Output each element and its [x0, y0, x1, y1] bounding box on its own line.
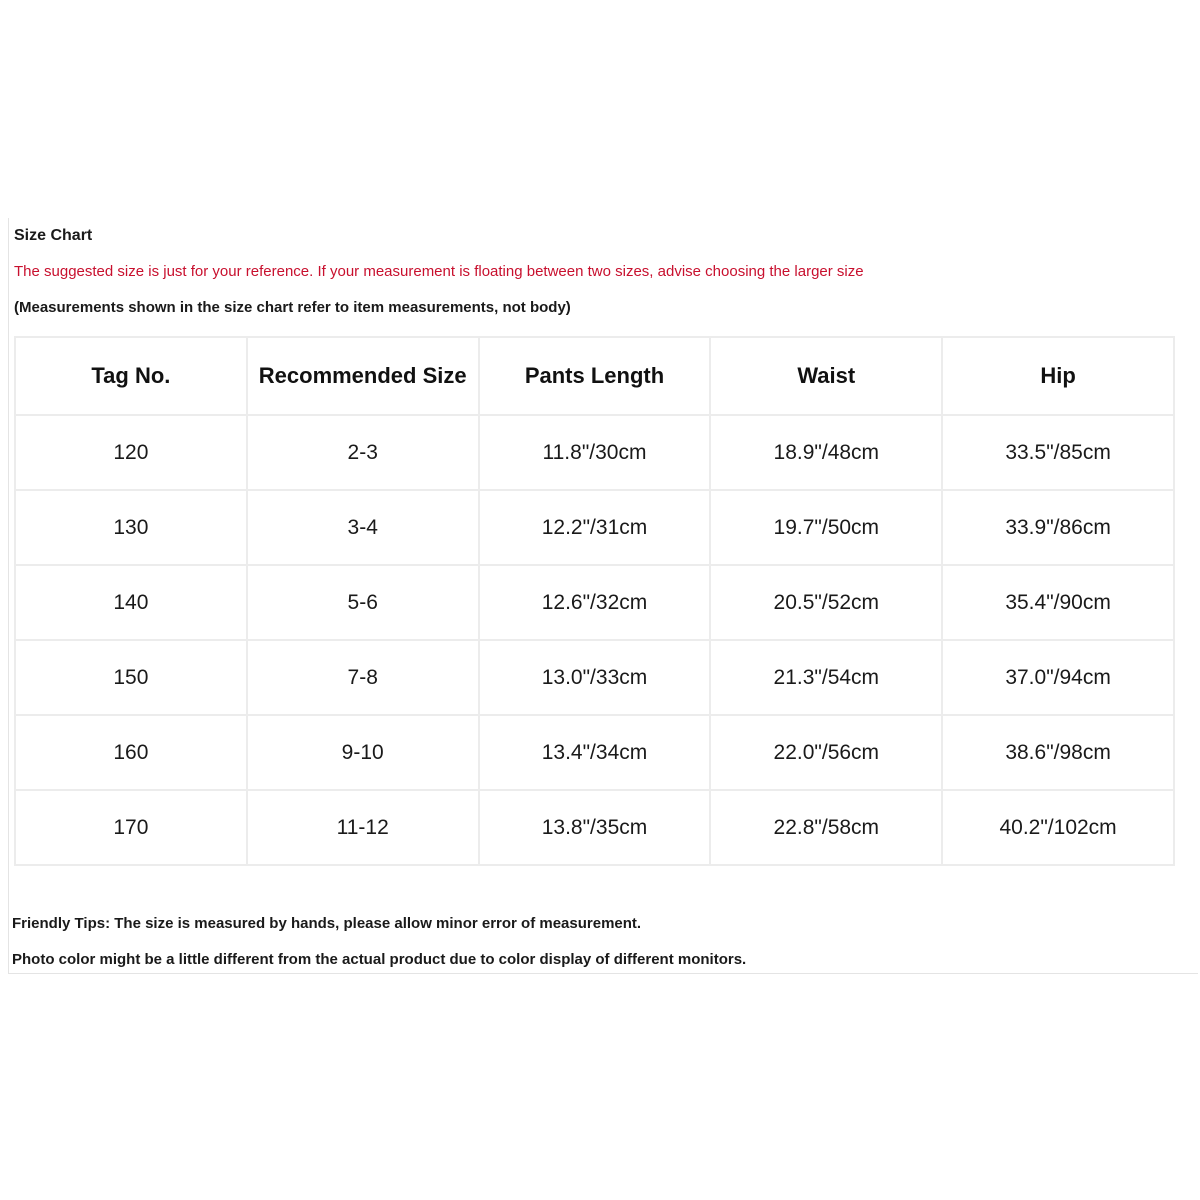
cell-pants-length: 12.2"/31cm: [479, 490, 711, 565]
cell-recommended-size: 3-4: [247, 490, 479, 565]
cell-recommended-size: 2-3: [247, 415, 479, 490]
page-title: Size Chart: [14, 227, 93, 244]
header-hip: Hip: [942, 337, 1174, 415]
photo-color-note: Photo color might be a little different from the actual product due to color display of different monitors.: [12, 951, 747, 968]
cell-pants-length: 12.6"/32cm: [479, 565, 711, 640]
cell-tag-no: 140: [15, 565, 247, 640]
cell-recommended-size: 7-8: [247, 640, 479, 715]
cell-tag-no: 160: [15, 715, 247, 790]
cell-waist: 22.0"/56cm: [710, 715, 942, 790]
cell-tag-no: 130: [15, 490, 247, 565]
cell-pants-length: 13.4"/34cm: [479, 715, 711, 790]
table-row: [15, 790, 1174, 865]
table-row: [15, 415, 1174, 490]
cell-hip: 40.2"/102cm: [942, 790, 1174, 865]
cell-hip: 37.0"/94cm: [942, 640, 1174, 715]
cell-hip: 35.4"/90cm: [942, 565, 1174, 640]
cell-waist: 22.8"/58cm: [710, 790, 942, 865]
table-row: [15, 565, 1174, 640]
cell-pants-length: 13.0"/33cm: [479, 640, 711, 715]
header-tag-no: Tag No.: [15, 337, 247, 415]
size-table: [14, 336, 1175, 866]
table-row: [15, 715, 1174, 790]
cell-hip: 38.6"/98cm: [942, 715, 1174, 790]
cell-waist: 19.7"/50cm: [710, 490, 942, 565]
cell-tag-no: 120: [15, 415, 247, 490]
cell-pants-length: 13.8"/35cm: [479, 790, 711, 865]
reference-note: The suggested size is just for your reference. If your measurement is floating between two sizes, advise choosing the larger size: [14, 263, 864, 280]
size-chart-sheet: [8, 218, 1198, 974]
cell-tag-no: 170: [15, 790, 247, 865]
header-recommended-size: Recommended Size: [247, 337, 479, 415]
table-header-row: [15, 337, 1174, 415]
cell-waist: 18.9"/48cm: [710, 415, 942, 490]
cell-hip: 33.5"/85cm: [942, 415, 1174, 490]
table-row: [15, 640, 1174, 715]
cell-waist: 21.3"/54cm: [710, 640, 942, 715]
header-waist: Waist: [710, 337, 942, 415]
table-row: [15, 490, 1174, 565]
cell-pants-length: 11.8"/30cm: [479, 415, 711, 490]
cell-hip: 33.9"/86cm: [942, 490, 1174, 565]
friendly-tips-text: Friendly Tips: The size is measured by hands, please allow minor error of measurement.: [12, 915, 642, 932]
cell-recommended-size: 9-10: [247, 715, 479, 790]
cell-tag-no: 150: [15, 640, 247, 715]
measurement-note: (Measurements shown in the size chart refer to item measurements, not body): [14, 299, 571, 316]
cell-recommended-size: 5-6: [247, 565, 479, 640]
cell-waist: 20.5"/52cm: [710, 565, 942, 640]
cell-recommended-size: 11-12: [247, 790, 479, 865]
header-pants-length: Pants Length: [479, 337, 711, 415]
